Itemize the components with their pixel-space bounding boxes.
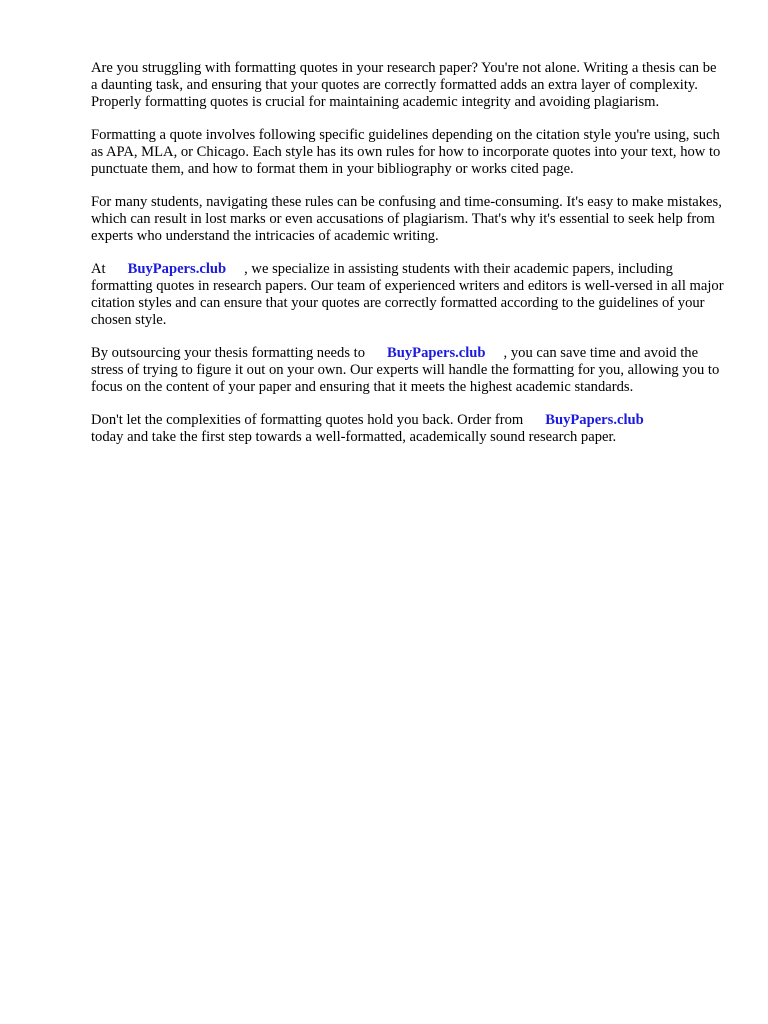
buypapers-link-2[interactable]: BuyPapers.club [387,345,486,361]
document-body [91,60,726,462]
paragraph-challenges: For many students, navigating these rules can be confusing and time-consuming. It's easy to make mistakes, which can result in lost marks or even accusations of plagiarism. That's why it's essential to seek help from experts who understand the intricacies of academic writing. [91,194,722,244]
paragraph-outsourcing-rest: , you can save time and avoid the stress of trying to figure it out on your own. Our experts will handle the formatting for you, allowing you to focus on the content of your paper and ensuring that it meets the highest academic standards. [91,345,720,395]
paragraph-intro: Are you struggling with formatting quotes in your research paper? You're not alone. Writing a thesis can be a daunting task, and ensuring that your quotes are correctly formatted adds an extra layer of complexity. Properly formatting quotes is crucial for maintaining academic integrity and avoiding plagiarism. [91,60,717,110]
buypapers-link-1[interactable]: BuyPapers.club [127,261,227,277]
paragraph-service-rest: , we specialize in assisting students with their academic papers, including formatting quotes in research papers. Our team of experienced writers and editors is well-versed in all major citation styles and can ensure that your quotes are correctly formatted according to the guidelines of your chosen style. [91,261,724,328]
paragraph-service [91,261,726,329]
paragraph-cta-lead: Don't let the complexities of formatting quotes hold you back. Order from [91,412,524,428]
paragraph-cta-rest: today and take the first step towards a well-formatted, academically sound research paper. [91,429,617,445]
paragraph-citation-styles: Formatting a quote involves following specific guidelines depending on the citation style you're using, such as APA, MLA, or Chicago. Each style has its own rules for how to incorporate quotes into your text, how to punctuate them, and how to format them in your bibliography or works cited page. [91,127,721,177]
paragraph-outsourcing-lead: By outsourcing your thesis formatting needs to [91,345,366,361]
paragraph-outsourcing [91,345,726,396]
paragraph-service-lead: At [91,261,106,277]
buypapers-link-3[interactable]: BuyPapers.club [545,412,644,428]
paragraph-call-to-action [91,412,726,446]
